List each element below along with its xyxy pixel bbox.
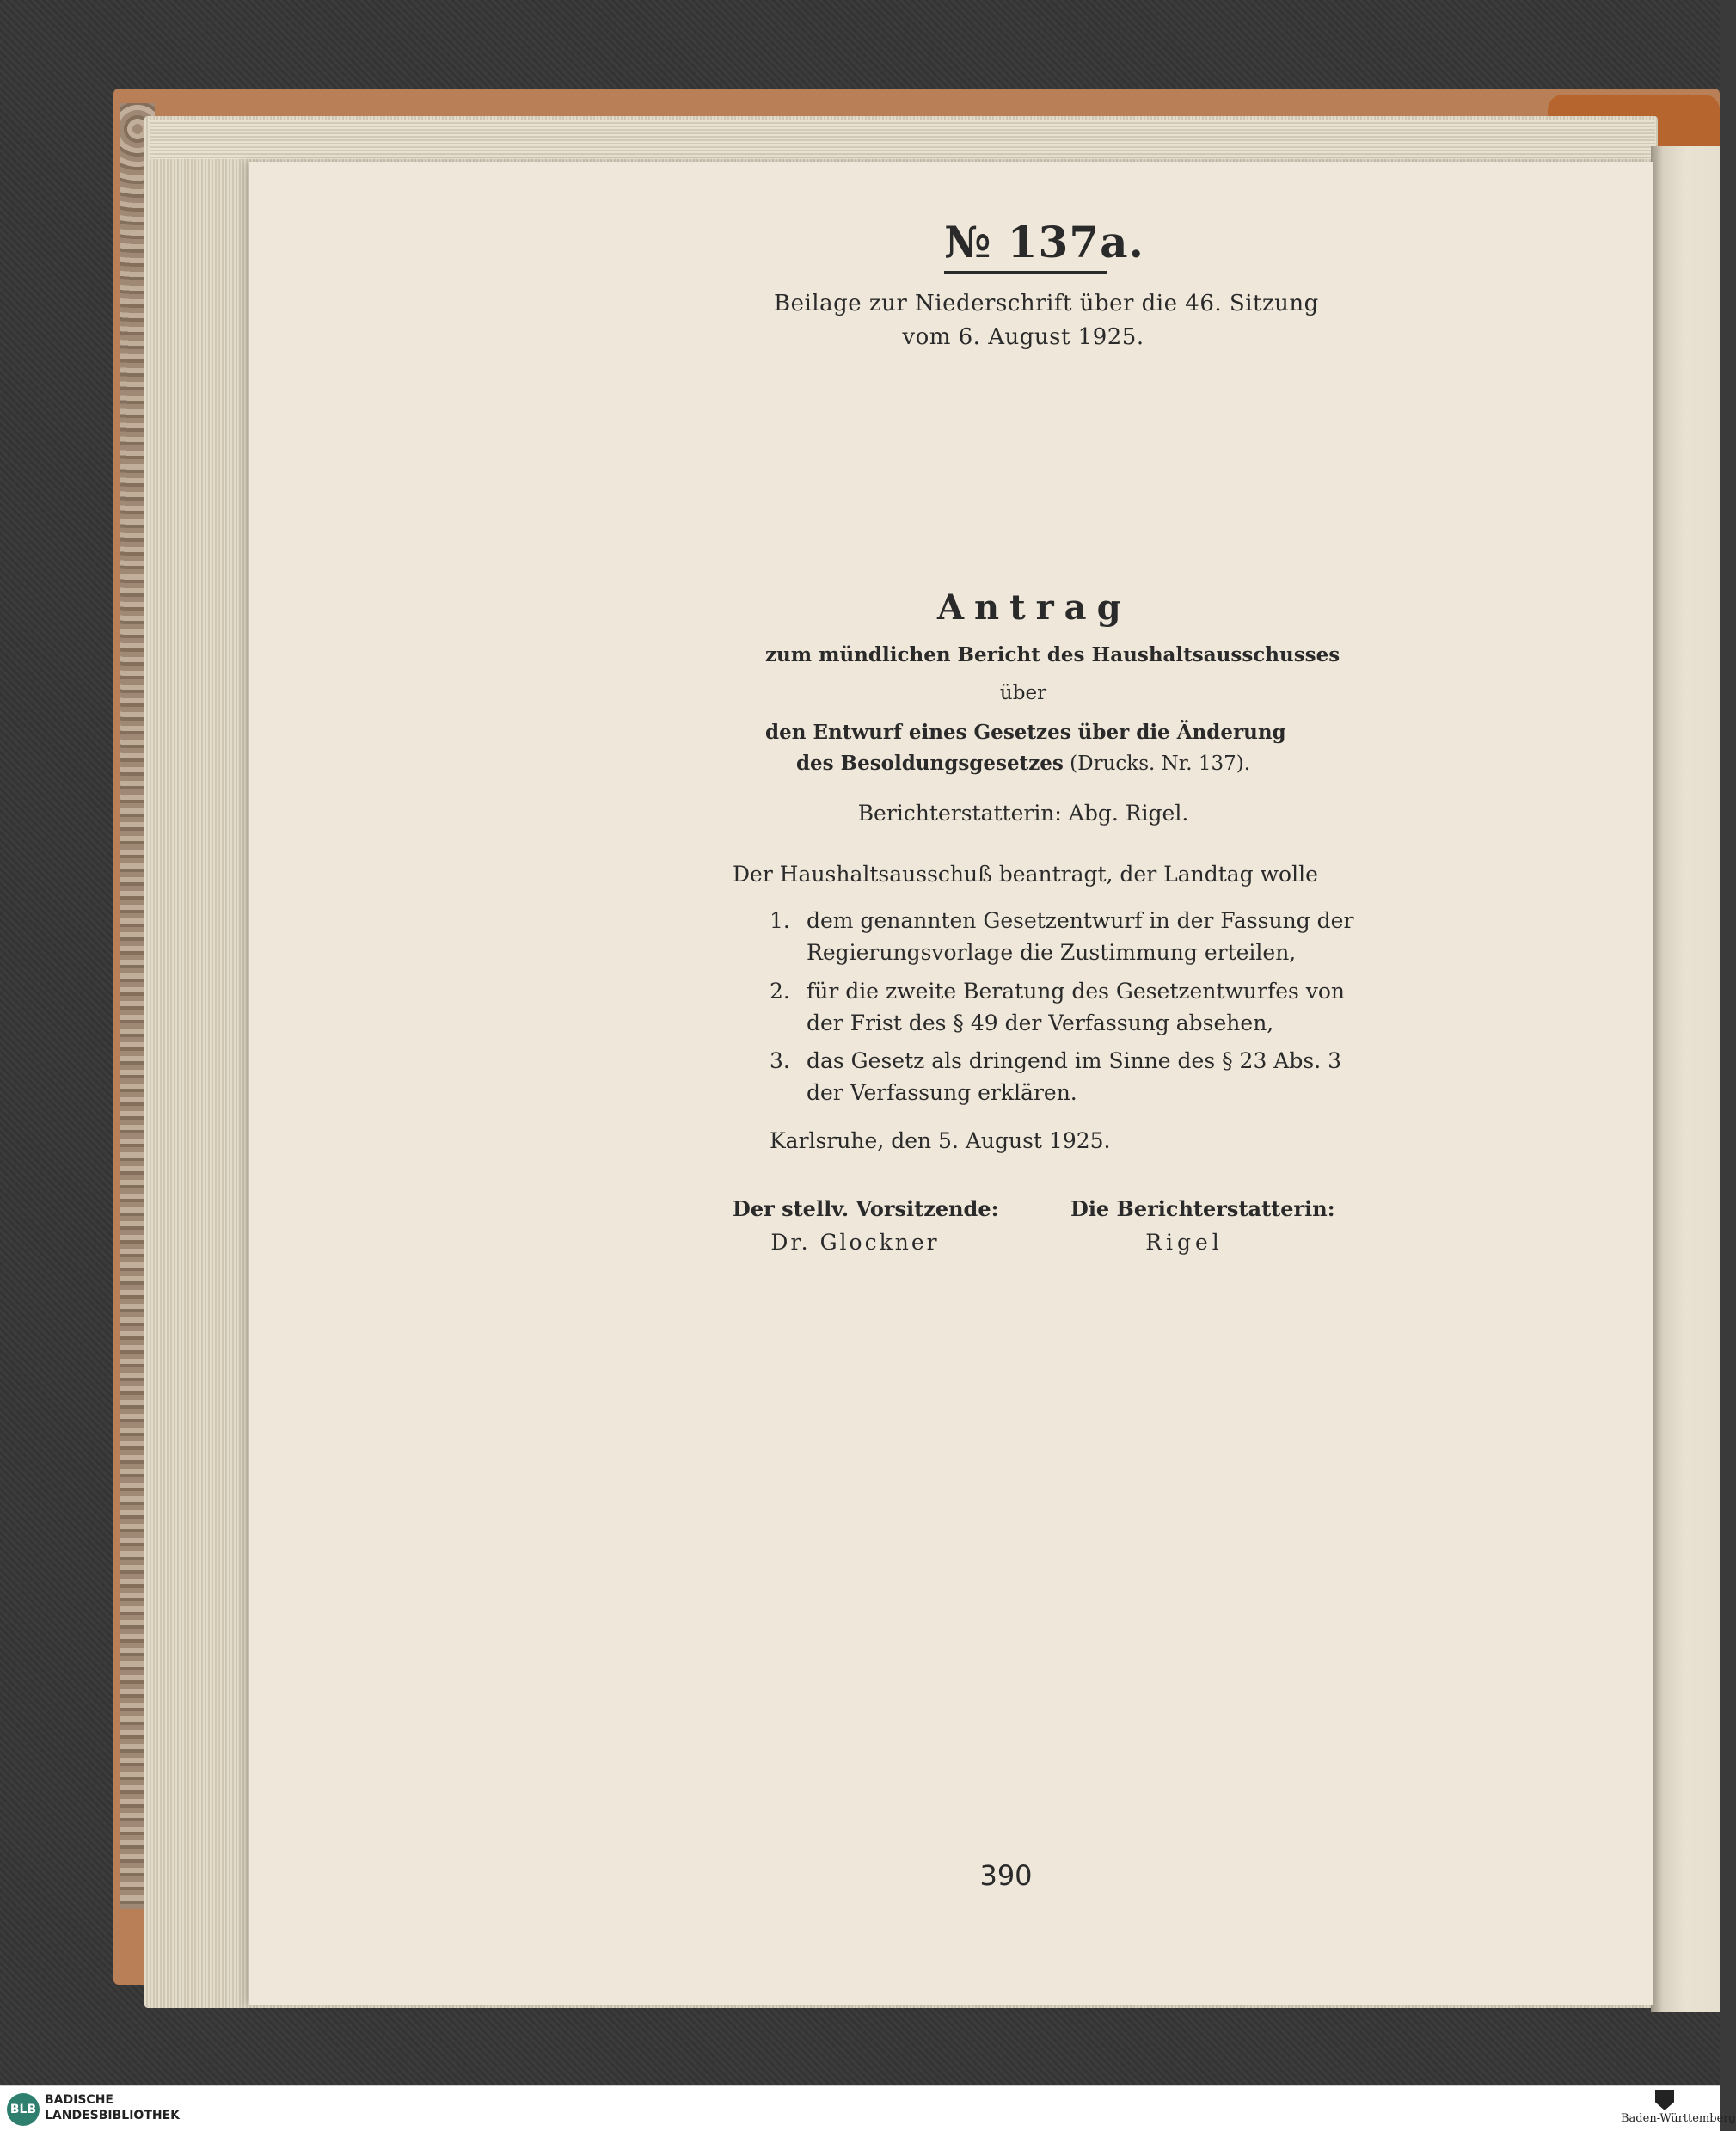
signature-left-name: Dr. Glockner bbox=[770, 1230, 940, 1255]
signature-right-title: Die Berichterstatterin: bbox=[1070, 1196, 1335, 1221]
supplement-line-2: vom 6. August 1925. bbox=[902, 324, 1144, 350]
document-number: № 137a. bbox=[944, 217, 1107, 274]
subheading-line-4-bold: des Besoldungsgesetzes bbox=[795, 752, 1064, 775]
subheading-line-1: zum mündlichen Bericht des Haushaltsausschusses bbox=[765, 643, 1340, 666]
signature-right-name: Rigel bbox=[1145, 1230, 1224, 1255]
footer-bar bbox=[0, 2085, 1736, 2131]
reporter-line: Berichterstatterin: Abg. Rigel. bbox=[857, 801, 1189, 826]
supplement-line-1: Beilage zur Niederschrift über die 46. Sitzung bbox=[774, 291, 1319, 316]
list-item-line: der Verfassung erklären. bbox=[807, 1080, 1077, 1105]
document-heading: Antrag bbox=[937, 587, 1132, 628]
list-item-line: das Gesetz als dringend im Sinne des § 23 Abs. 3 bbox=[807, 1048, 1341, 1073]
list-item-number: 2. bbox=[770, 979, 790, 1004]
page-number: 390 bbox=[979, 1859, 1033, 1892]
list-item-line: der Frist des § 49 der Verfassung absehen, bbox=[807, 1010, 1274, 1035]
library-name: BADISCHE LANDESBIBLIOTHEK bbox=[45, 2093, 181, 2122]
list-item-line: für die zweite Beratung des Gesetzentwurfes von bbox=[807, 979, 1346, 1004]
book-gutter bbox=[1651, 146, 1720, 2012]
blb-logo-icon: BLB bbox=[7, 2093, 40, 2126]
list-item-number: 1. bbox=[770, 908, 790, 933]
baden-wuerttemberg-crest-icon bbox=[1655, 2090, 1674, 2110]
subheading-line-4-rest: (Drucks. Nr. 137). bbox=[1063, 752, 1251, 775]
subheading-line-2: über bbox=[999, 682, 1047, 704]
page-edges-top bbox=[150, 120, 1655, 159]
subheading-line-3: den Entwurf eines Gesetzes über die Änderung bbox=[765, 721, 1286, 744]
list-item-line: dem genannten Gesetzentwurf in der Fassung der bbox=[807, 908, 1354, 933]
place-date: Karlsruhe, den 5. August 1925. bbox=[770, 1128, 1111, 1153]
signature-left-title: Der stellv. Vorsitzende: bbox=[733, 1196, 999, 1221]
state-name: Baden-Württemberg bbox=[1621, 2112, 1736, 2125]
subheading-line-4 bbox=[765, 752, 1281, 775]
list-item-number: 3. bbox=[770, 1048, 790, 1073]
motion-intro: Der Haushaltsausschuß beantragt, der Landtag wolle bbox=[733, 862, 1318, 887]
list-item-line: Regierungsvorlage die Zustimmung erteilen, bbox=[807, 940, 1297, 965]
